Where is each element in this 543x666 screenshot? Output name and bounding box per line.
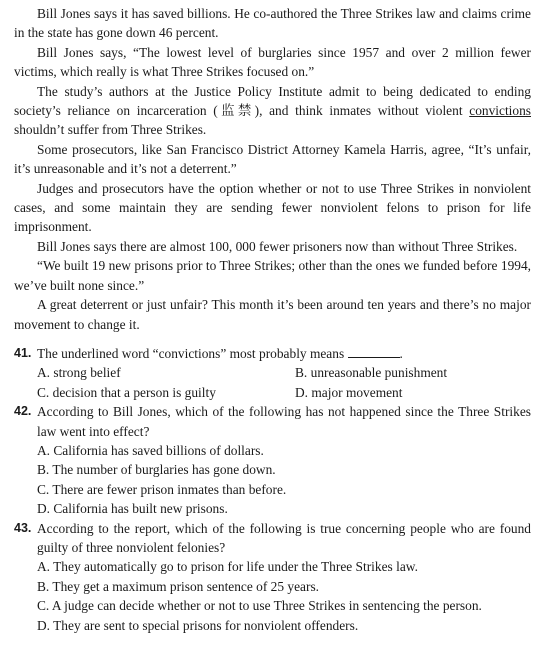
options (14, 557, 531, 635)
question-text: According to Bill Jones, which of the following has not happened since the Three Strikes law went into effect? (37, 404, 531, 439)
option-b[interactable]: B. They get a maximum prison sentence of 25 years. (37, 578, 320, 594)
question-end-punct: . (399, 345, 403, 361)
option-c[interactable]: C. decision that a person is guilty (37, 384, 216, 400)
option-a[interactable]: A. They automatically go to prison for life under the Three Strikes law. (37, 559, 418, 575)
passage-paragraph: Bill Jones says there are almost 100, 000 fewer prisoners now than without Three Strikes. (37, 238, 518, 254)
underlined-word: convictions (469, 103, 531, 119)
option-d[interactable]: D. California has built new prisons. (37, 501, 228, 517)
question-41 (14, 344, 531, 402)
reading-passage (14, 4, 531, 334)
question-43 (14, 519, 531, 635)
passage-text: shouldn’t suffer from Three Strikes. (14, 122, 207, 138)
option-c[interactable]: C. There are fewer prison inmates than before. (37, 481, 287, 497)
option-a[interactable]: A. strong belief (37, 365, 121, 381)
question-number: 42. (14, 404, 32, 419)
question-42 (14, 402, 531, 518)
option-a[interactable]: A. California has saved billions of dollars. (37, 442, 264, 458)
passage-paragraph: Some prosecutors, like San Francisco District Attorney Kamela Harris, agree, “It’s unfair, it’s unreasonable and it’s not a deterrent.” (14, 141, 531, 177)
passage-paragraph: A great deterrent or just unfair? This month it’s been around ten years and there’s no major movement to change it. (14, 297, 531, 332)
question-text: According to the report, which of the following is true concerning people who are found guilty of three nonviolent felonies? (37, 520, 531, 555)
question-stem (14, 519, 531, 558)
passage-paragraph (14, 82, 531, 140)
passage-paragraph: “We built 19 new prisons prior to Three Strikes; other than the ones we funded before 1994, we’ve built none since.” (14, 258, 531, 293)
question-number: 41. (14, 345, 32, 360)
passage-paragraph: Bill Jones says, “The lowest level of burglaries since 1957 and over 2 million fewer victims, which really is what Three Strikes focused on.” (14, 44, 531, 80)
question-stem (14, 344, 531, 363)
option-d[interactable]: D. major movement (295, 384, 403, 400)
answer-blank (348, 345, 400, 358)
option-c[interactable]: C. A judge can decide whether or not to use Three Strikes in sentencing the person. (37, 598, 482, 614)
question-list (14, 344, 531, 635)
passage-paragraph: Judges and prosecutors have the option whether or not to use Three Strikes in nonviolent cases, and some maintain they are sending fewer nonviolent felons to prison for life imprisonment. (14, 180, 531, 235)
option-b[interactable]: B. The number of burglaries has gone down. (37, 462, 276, 478)
passage-paragraph: Bill Jones says it has saved billions. He co-authored the Three Strikes law and claims crime in the state has gone down 46 percent. (14, 6, 531, 41)
options (14, 441, 531, 519)
options (14, 363, 531, 402)
question-stem (14, 402, 531, 441)
option-b[interactable]: B. unreasonable punishment (295, 365, 448, 381)
passage-text: The study’s authors at the Justice Policy Institute admit to being dedicated to ending society’s reliance on incarceration (监禁), and think inmates without violent (14, 83, 531, 119)
question-text: The underlined word “convictions” most probably means (37, 345, 345, 361)
question-number: 43. (14, 520, 32, 535)
option-d[interactable]: D. They are sent to special prisons for nonviolent offenders. (37, 617, 359, 633)
